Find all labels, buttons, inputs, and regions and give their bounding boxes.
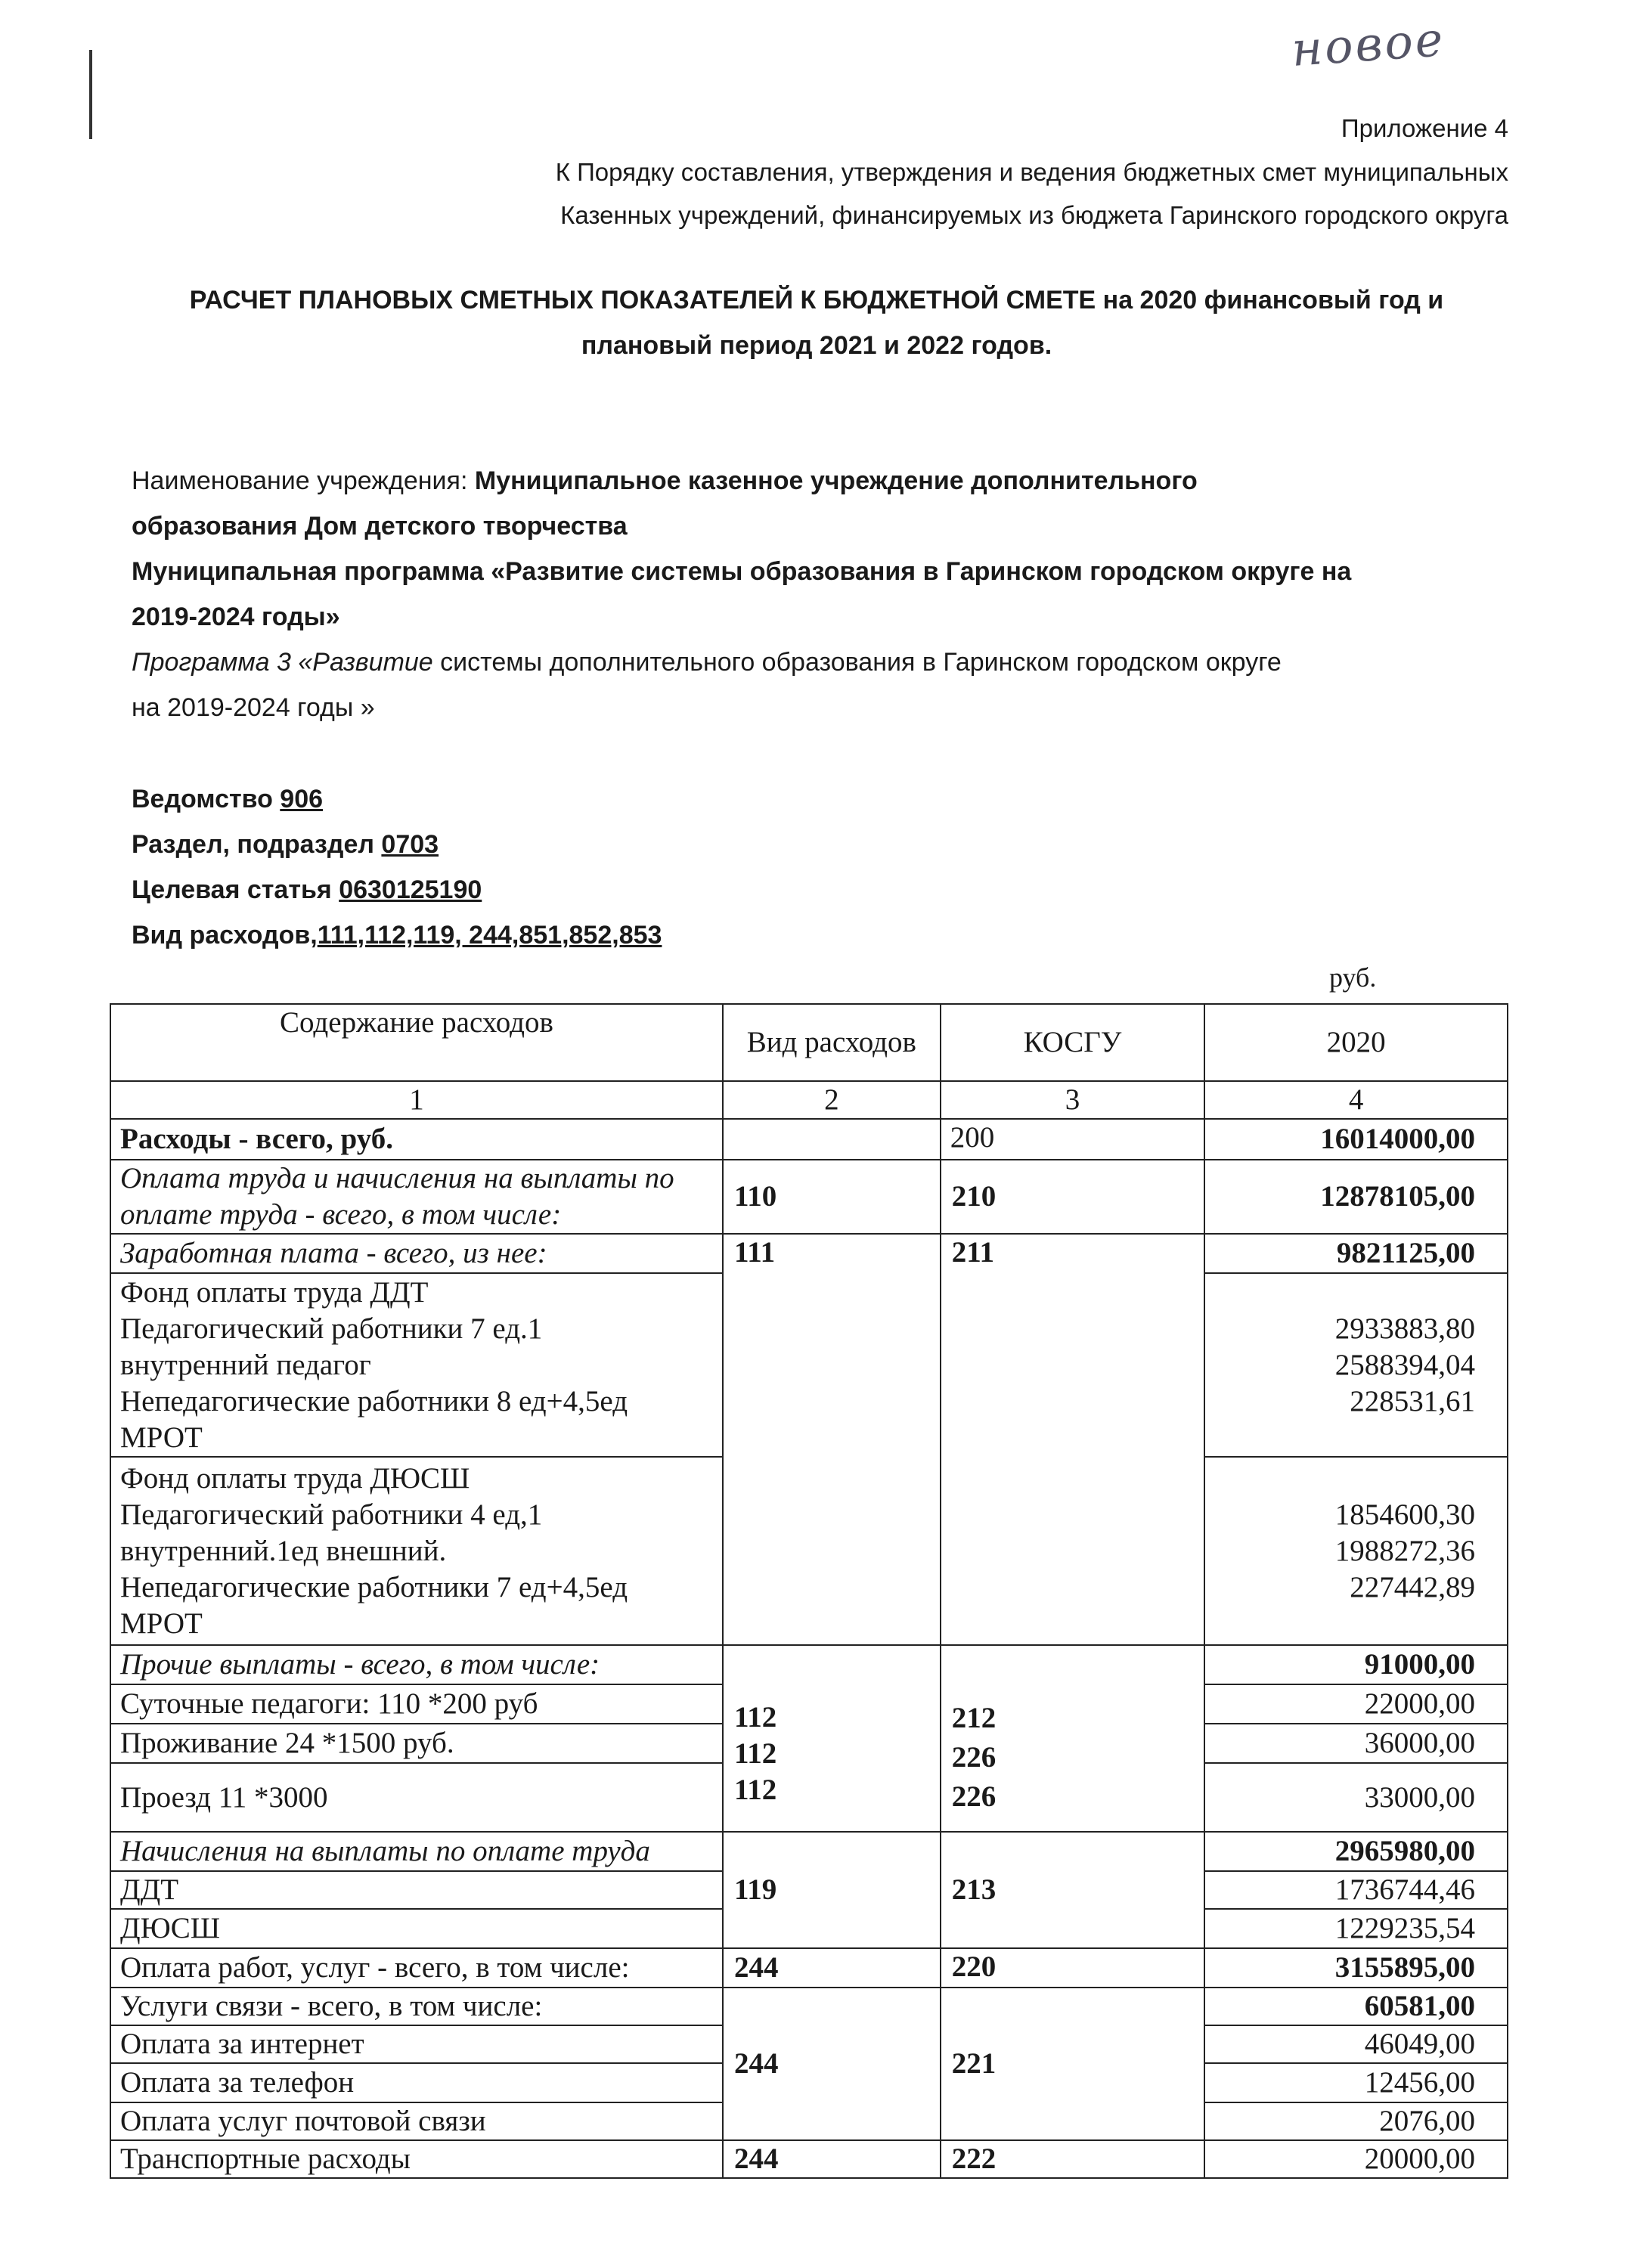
header-year: 2020 — [1204, 1004, 1508, 1081]
table-row: Расходы - всего, руб. 200 16014000,00 — [110, 1119, 1508, 1160]
institution-name: Муниципальное казенное учреждение дополнительного — [474, 466, 1198, 495]
header-content: Содержание расходов — [110, 1004, 723, 1081]
document-title — [113, 277, 1520, 368]
column-number-row: 1 2 3 4 — [110, 1081, 1508, 1119]
appendix-line3: Казенных учреждений, финансируемых из бюджета Гаринского городского округа — [560, 201, 1508, 229]
scan-mark — [89, 50, 92, 139]
appendix-number: Приложение 4 — [1341, 114, 1508, 142]
table-row: Прочие выплаты - всего, в том числе: 112 112 112 212 226 226 91000,00 — [110, 1645, 1508, 1684]
table-row: Заработная плата - всего, из нее: 111 211 9821125,00 — [110, 1234, 1508, 1273]
budget-table — [110, 1003, 1508, 2179]
table-row: Проживание 24 *1500 руб. 36000,00 — [110, 1724, 1508, 1763]
table-row: ДЮСШ 1229235,54 — [110, 1909, 1508, 1948]
codes-block — [132, 776, 1523, 958]
code-section: Раздел, подраздел 0703 — [132, 830, 439, 859]
table-row: Оплата работ, услуг - всего, в том числе: 244 220 3155895,00 — [110, 1948, 1508, 1988]
table-row: Оплата услуг почтовой связи 2076,00 — [110, 2102, 1508, 2140]
subprogram-italic: Программа 3 «Развитие — [132, 648, 433, 677]
table-header-row — [110, 1004, 1508, 1081]
program-line1: Муниципальная программа «Развитие системы образования в Гаринском городском округе на — [132, 557, 1352, 586]
title-line2: плановый период 2021 и 2022 годов. — [581, 331, 1052, 360]
fund-ddt-values: 2933883,80 2588394,04 228531,61 — [1204, 1273, 1508, 1457]
other-kosgu-cell: 212 226 226 — [941, 1645, 1205, 1832]
table-row: Оплата труда и начисления на выплаты по оплате труда - всего, в том числе: 110 210 12878105,00 — [110, 1160, 1508, 1234]
subprogram-text: системы дополнительного образования в Гаринском городском округе — [432, 648, 1282, 677]
program-line2: 2019-2024 годы» — [132, 603, 340, 631]
table-row: Оплата за телефон 12456,00 — [110, 2063, 1508, 2102]
header-kosgu: КОСГУ — [941, 1004, 1205, 1081]
code-department: Ведомство 906 — [132, 785, 324, 813]
table-row: Услуги связи - всего, в том числе: 244 221 60581,00 — [110, 1988, 1508, 2025]
table-row: Начисления на выплаты по оплате труда 119 213 2965980,00 — [110, 1832, 1508, 1871]
subprogram-line2: на 2019-2024 годы » — [132, 693, 375, 722]
code-target: Целевая статья 0630125190 — [132, 875, 482, 904]
fund-dussh-text: Фонд оплаты труда ДЮСШ Педагогический работники 4 ед,1 внутренний.1ед внешний. Непедагогические работники 7 ед+4,5ед МРОТ — [110, 1457, 723, 1645]
currency-label: руб. — [1329, 962, 1377, 993]
table-row: ДДТ 1736744,46 — [110, 1871, 1508, 1909]
title-line1: РАСЧЕТ ПЛАНОВЫХ СМЕТНЫХ ПОКАЗАТЕЛЕЙ К БЮДЖЕТНОЙ СМЕТЕ на 2020 финансовый год и — [189, 286, 1444, 314]
code-expense-type: Вид расходов,111,112,119, 244,851,852,853 — [132, 921, 662, 950]
fund-dussh-values: 1854600,30 1988272,36 227442,89 — [1204, 1457, 1508, 1645]
fund-ddt-text: Фонд оплаты труда ДДТ Педагогический работники 7 ед.1 внутренний педагог Непедагогические работники 8 ед+4,5ед МРОТ — [110, 1273, 723, 1457]
other-vid-cell: 112 112 112 — [723, 1645, 941, 1832]
table-row: Транспортные расходы 244 222 20000,00 — [110, 2140, 1508, 2178]
table-row: Проезд 11 *3000 33000,00 — [110, 1763, 1508, 1832]
institution-label: Наименование учреждения: — [132, 466, 475, 495]
institution-block — [132, 458, 1523, 730]
appendix-line2: К Порядку составления, утверждения и ведения бюджетных смет муниципальных — [555, 158, 1508, 186]
header-vid: Вид расходов — [723, 1004, 941, 1081]
institution-name-2: образования Дом детского творчества — [132, 512, 628, 541]
table-row: Суточные педагоги: 110 *200 руб 22000,00 — [110, 1684, 1508, 1724]
table-row: Оплата за интернет 46049,00 — [110, 2025, 1508, 2063]
handwritten-note: новое — [1289, 11, 1447, 78]
